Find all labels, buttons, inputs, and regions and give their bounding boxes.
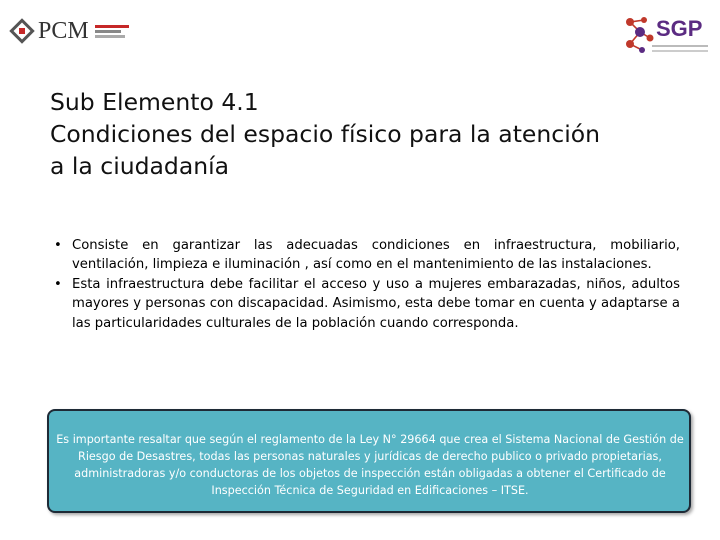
bullet-marker: • bbox=[54, 276, 62, 292]
pcm-logo-text: PCM bbox=[38, 17, 89, 44]
note-callout-box bbox=[47, 409, 691, 513]
sgp-logo bbox=[622, 14, 712, 56]
sgp-tagline-line bbox=[652, 45, 708, 47]
bullet-item bbox=[52, 275, 680, 333]
pcm-logo-stripes bbox=[95, 24, 129, 39]
title-line: Condiciones del espacio físico para la atención bbox=[50, 120, 600, 148]
bullet-item bbox=[52, 236, 680, 275]
bullet-marker: • bbox=[54, 238, 62, 253]
pcm-emblem-icon bbox=[10, 16, 34, 46]
sgp-molecule-icon bbox=[622, 14, 656, 56]
slide-title bbox=[50, 86, 700, 182]
bullet-text: Esta infraestructura debe facilitar el acceso y uso a mujeres embarazadas, niños, adultos mayores y personas con discapacidad. Asimismo, esta debe tomar en cuenta y adaptarse a las particularidades culturales de la población cuando corresponda. bbox=[72, 276, 680, 331]
sgp-logo-text: SGP bbox=[656, 16, 703, 41]
title-line: Sub Elemento 4.1 bbox=[50, 88, 259, 116]
title-line: a la ciudadanía bbox=[50, 152, 230, 180]
pcm-logo bbox=[10, 14, 129, 48]
note-text: Es importante resaltar que según el reglamento de la Ley N° 29664 que crea el Sistema Nacional de Gestión de Riesgo de Desastres, todas las personas naturales y jurídicas de derecho publico o privado propietarias, administradoras y/o conductoras de los objetos de inspección están obligadas a obtener el Certificado de Inspección Técnica de Seguridad en Edificaciones – ITSE. bbox=[56, 433, 684, 497]
bullet-list bbox=[52, 236, 680, 333]
bullet-text: Consiste en garantizar las adecuadas condiciones en infraestructura, mobiliario, ventilación, limpieza e iluminación , así como en el mantenimiento de las instalaciones. bbox=[72, 238, 680, 273]
sgp-tagline-line bbox=[652, 50, 708, 52]
